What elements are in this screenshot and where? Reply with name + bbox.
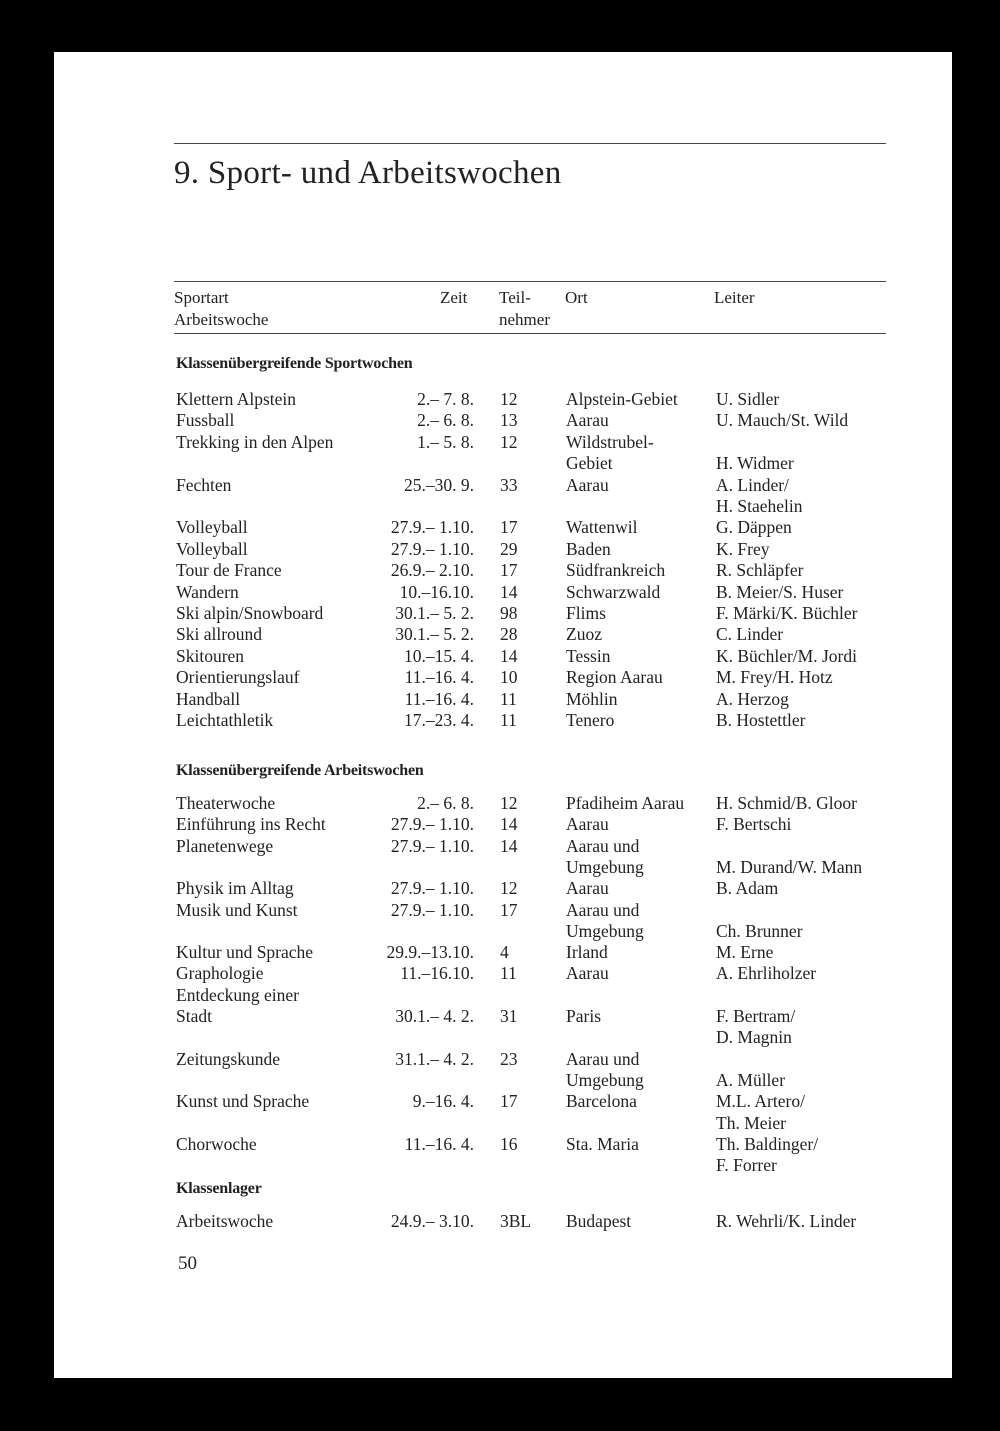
header-ort: Ort	[565, 288, 588, 307]
cell-ort: Aarau	[566, 814, 609, 835]
cell-zeit: 31.1.– 4. 2.	[395, 1048, 474, 1069]
cell-leiter: F. Märki/K. Büchler	[716, 603, 858, 623]
cell-sportart: Orientierungslauf	[176, 667, 300, 688]
cell-ort: Aarau	[566, 963, 609, 984]
cell-ort: Paris	[566, 1006, 601, 1026]
cell-zeit: 26.9.– 2.10.	[390, 560, 474, 581]
cell-sportart: Physik im Alltag	[176, 878, 294, 899]
cell-ort: Wattenwil	[566, 517, 638, 538]
cell-sportart: Klettern Alpstein	[176, 389, 297, 409]
cell-ort: Möhlin	[566, 688, 618, 709]
cell-zeit: 1.– 5. 8.	[417, 431, 474, 452]
cell-sportart: Fussball	[176, 410, 235, 431]
cell-teilnehmer: 14	[500, 645, 518, 666]
cell-ort: Pfadiheim Aarau	[566, 793, 685, 813]
cell-sportart: Ski allround	[176, 624, 263, 645]
cell-teilnehmer: 14	[500, 581, 518, 602]
cell-sportart: Musik und Kunst	[176, 899, 298, 920]
cell-leiter: A. Ehrliholzer	[716, 963, 817, 984]
cell-teilnehmer: 28	[500, 624, 518, 645]
cell-sportart: Chorwoche	[176, 1133, 257, 1154]
header-sportart-line1: Sportart	[174, 288, 229, 307]
cell-sportart: Planetenwege	[176, 835, 274, 856]
cell-leiter: B. Hostettler	[716, 710, 806, 730]
cell-leiter: B. Adam	[716, 878, 779, 899]
cell-ort: Flims	[566, 603, 606, 623]
cell-sportart: Stadt	[176, 1006, 212, 1026]
header-sportart	[174, 287, 268, 331]
cell-ort: Tenero	[566, 710, 615, 730]
cell-leiter: M. Erne	[716, 942, 774, 963]
top-rule	[174, 143, 886, 144]
cell-teilnehmer: 17	[500, 560, 518, 581]
cell-zeit: 10.–15. 4.	[404, 645, 474, 666]
page-number: 50	[178, 1253, 197, 1274]
cell-teilnehmer: 10	[500, 667, 518, 688]
cell-teilnehmer: 3BL	[500, 1211, 532, 1231]
cell-zeit: 2.– 6. 8.	[417, 410, 474, 431]
cell-sportart: Handball	[176, 688, 241, 709]
cell-teilnehmer: 17	[500, 899, 518, 920]
cell-ort: Tessin	[566, 645, 611, 666]
cell-sportart: Leichtathletik	[176, 710, 274, 730]
header-sportart-line2: Arbeitswoche	[174, 310, 269, 329]
cell-leiter: B. Meier/S. Huser	[716, 581, 844, 602]
cell-leiter: U. Mauch/St. Wild	[716, 410, 849, 431]
cell-teilnehmer: 29	[500, 538, 518, 559]
cell-leiter: Ch. Brunner	[716, 920, 803, 941]
cell-ort: Aarau und	[566, 899, 640, 920]
cell-teilnehmer: 14	[500, 814, 518, 835]
cell-sportart: Kunst und Sprache	[176, 1091, 310, 1112]
cell-zeit: 11.–16. 4.	[404, 667, 474, 688]
table-header-rule	[174, 333, 886, 334]
cell-zeit: 27.9.– 1.10.	[390, 538, 474, 559]
cell-leiter: G. Däppen	[716, 517, 792, 538]
cell-sportart: Volleyball	[176, 517, 248, 538]
header-teilnehmer-line1: Teil-	[499, 288, 531, 307]
cell-sportart: Skitouren	[176, 645, 245, 666]
cell-leiter: R. Wehrli/K. Linder	[716, 1211, 857, 1231]
cell-teilnehmer: 17	[500, 517, 518, 538]
cell-leiter: F. Bertschi	[716, 814, 792, 835]
cell-ort: Region Aarau	[566, 667, 663, 688]
cell-teilnehmer: 11	[500, 710, 517, 730]
cell-leiter: Th. Baldinger/	[716, 1133, 819, 1154]
cell-teilnehmer: 23	[500, 1048, 518, 1069]
cell-ort: Wildstrubel-	[566, 431, 654, 452]
cell-leiter: H. Staehelin	[716, 496, 803, 516]
header-leiter: Leiter	[714, 288, 755, 307]
cell-teilnehmer: 12	[500, 431, 518, 452]
cell-sportart: Kultur und Sprache	[176, 942, 314, 963]
cell-zeit: 17.–23. 4.	[404, 710, 474, 730]
header-teilnehmer-line2: nehmer	[499, 310, 550, 329]
cell-ort: Alpstein-Gebiet	[566, 389, 678, 409]
cell-zeit: 25.–30. 9.	[404, 474, 474, 495]
cell-ort: Aarau	[566, 410, 609, 431]
cell-teilnehmer: 12	[500, 793, 518, 813]
cell-zeit: 27.9.– 1.10.	[390, 835, 474, 856]
cell-zeit: 2.– 7. 8.	[417, 389, 474, 409]
cell-ort: Aarau und	[566, 1048, 640, 1069]
cell-zeit: 27.9.– 1.10.	[390, 814, 474, 835]
cell-leiter: A. Müller	[716, 1069, 786, 1090]
cell-teilnehmer: 14	[500, 835, 518, 856]
cell-sportart: Fechten	[176, 474, 232, 495]
cell-teilnehmer: 31	[500, 1006, 518, 1026]
cell-sportart: Wandern	[176, 581, 239, 602]
cell-ort: Umgebung	[566, 856, 644, 877]
cell-teilnehmer: 13	[500, 410, 518, 431]
cell-zeit: 11.–16.10.	[400, 963, 474, 984]
cell-zeit: 29.9.–13.10.	[386, 942, 474, 963]
cell-teilnehmer: 17	[500, 1091, 518, 1112]
cell-zeit: 27.9.– 1.10.	[390, 517, 474, 538]
cell-ort: Sta. Maria	[566, 1133, 639, 1154]
cell-zeit: 27.9.– 1.10.	[390, 899, 474, 920]
cell-leiter: M. Durand/W. Mann	[716, 856, 863, 877]
cell-zeit: 11.–16. 4.	[404, 1133, 474, 1154]
cell-zeit: 10.–16.10.	[399, 581, 474, 602]
cell-zeit: 30.1.– 4. 2.	[395, 1006, 474, 1026]
cell-ort: Barcelona	[566, 1091, 637, 1112]
cell-teilnehmer: 33	[500, 474, 518, 495]
cell-leiter: F. Bertram/	[716, 1006, 796, 1026]
cell-sportart: Arbeitswoche	[176, 1211, 274, 1231]
cell-leiter: U. Sidler	[716, 389, 780, 409]
cell-zeit: 30.1.– 5. 2.	[395, 624, 474, 645]
cell-leiter: A. Herzog	[716, 688, 789, 709]
cell-zeit: 27.9.– 1.10.	[390, 878, 474, 899]
cell-zeit: 24.9.– 3.10.	[390, 1211, 474, 1231]
cell-sportart: Graphologie	[176, 963, 264, 984]
cell-zeit: 11.–16. 4.	[404, 688, 474, 709]
cell-sportart: Zeitungskunde	[176, 1048, 281, 1069]
cell-teilnehmer: 98	[500, 603, 518, 623]
cell-sportart: Theaterwoche	[176, 793, 276, 813]
cell-ort: Umgebung	[566, 1069, 644, 1090]
cell-leiter: R. Schläpfer	[716, 560, 804, 581]
cell-leiter: Th. Meier	[716, 1112, 786, 1133]
cell-leiter: F. Forrer	[716, 1155, 777, 1176]
cell-leiter: D. Magnin	[716, 1027, 792, 1048]
section-klassenlager: Klassenlager	[176, 1180, 262, 1197]
cell-sportart: Tour de France	[176, 560, 282, 581]
cell-ort: Budapest	[566, 1211, 632, 1231]
cell-teilnehmer: 4	[500, 942, 509, 963]
section-sportwochen: Klassenübergreifende Sportwochen	[176, 355, 413, 372]
cell-leiter: H. Widmer	[716, 453, 794, 474]
cell-ort: Schwarzwald	[566, 581, 661, 602]
cell-teilnehmer: 16	[500, 1133, 518, 1154]
cell-teilnehmer: 12	[500, 389, 518, 409]
header-zeit: Zeit	[440, 288, 468, 307]
cell-teilnehmer: 11	[500, 688, 517, 709]
cell-ort: Baden	[566, 538, 611, 559]
cell-sportart: Volleyball	[176, 538, 248, 559]
cell-ort: Südfrankreich	[566, 560, 666, 581]
cell-zeit: 2.– 6. 8.	[417, 793, 474, 813]
cell-zeit: 30.1.– 5. 2.	[395, 603, 474, 623]
cell-leiter: C. Linder	[716, 624, 784, 645]
cell-sportart: Trekking in den Alpen	[176, 431, 334, 452]
cell-zeit: 9.–16. 4.	[412, 1091, 474, 1112]
cell-leiter: M. Frey/H. Hotz	[716, 667, 833, 688]
cell-leiter: K. Frey	[716, 538, 770, 559]
cell-leiter: A. Linder/	[716, 474, 789, 495]
cell-ort: Aarau	[566, 474, 609, 495]
page-title: 9. Sport- und Arbeitswochen	[174, 155, 562, 191]
table-top-rule	[174, 281, 886, 282]
cell-ort: Aarau und	[566, 835, 640, 856]
cell-ort: Gebiet	[566, 453, 613, 474]
cell-sportart: Ski alpin/Snowboard	[176, 603, 324, 623]
header-teilnehmer	[499, 287, 550, 331]
section-arbeitswochen: Klassenübergreifende Arbeitswochen	[176, 762, 424, 779]
cell-ort: Aarau	[566, 878, 609, 899]
cell-sportart: Entdeckung einer	[176, 984, 299, 1005]
cell-ort: Zuoz	[566, 624, 602, 645]
cell-ort: Irland	[566, 942, 608, 963]
cell-leiter: K. Büchler/M. Jordi	[716, 645, 857, 666]
cell-sportart: Einführung ins Recht	[176, 814, 326, 835]
cell-leiter: H. Schmid/B. Gloor	[716, 793, 857, 813]
cell-ort: Umgebung	[566, 920, 644, 941]
cell-leiter: M.L. Artero/	[716, 1091, 805, 1112]
cell-teilnehmer: 12	[500, 878, 518, 899]
cell-teilnehmer: 11	[500, 963, 517, 984]
